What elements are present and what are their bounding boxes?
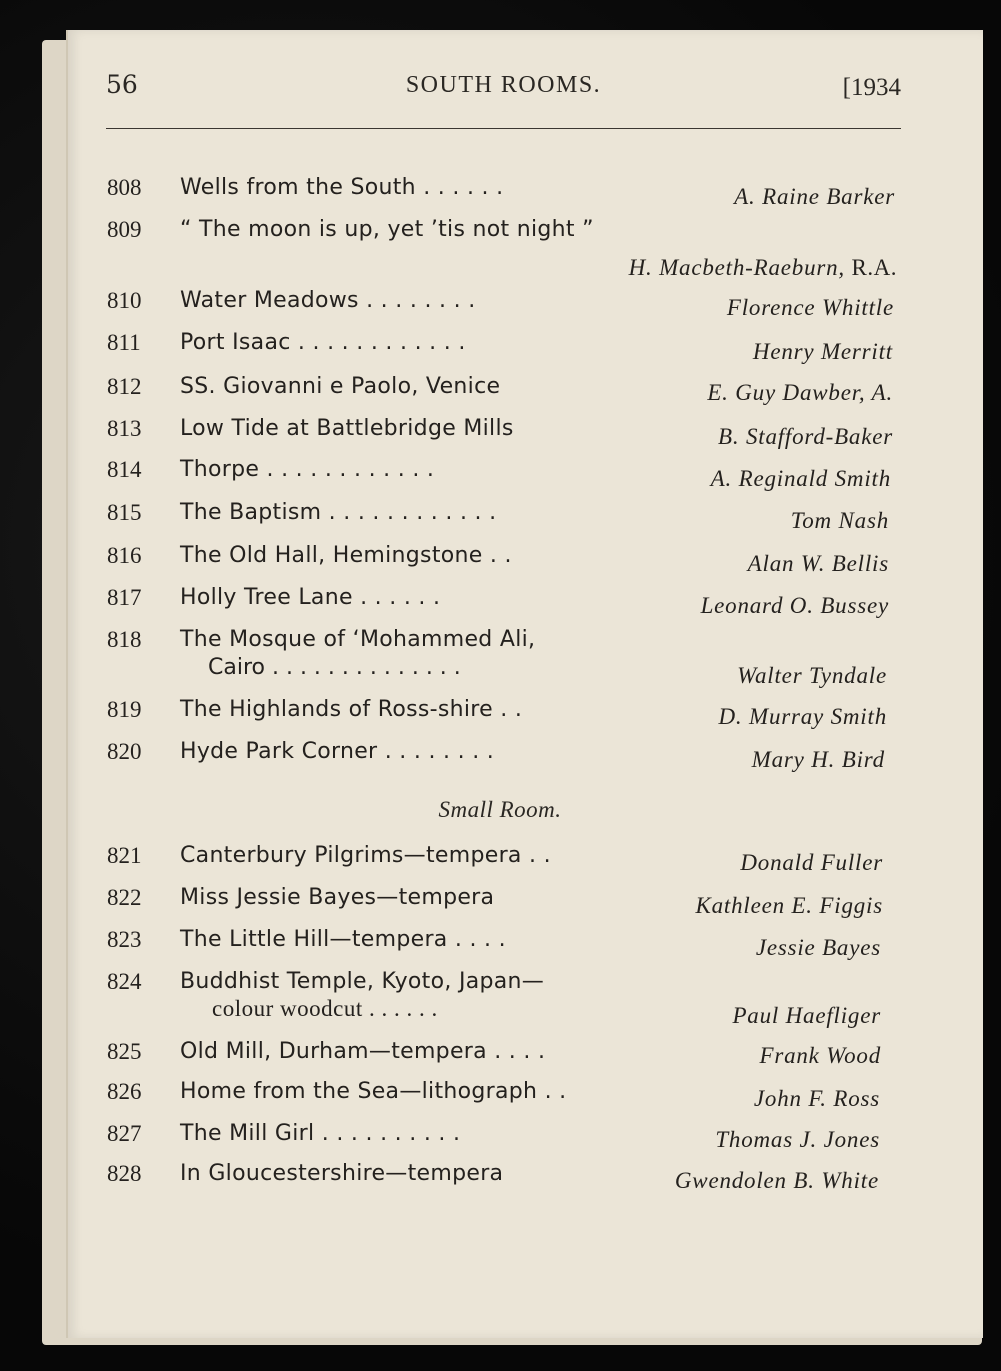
entry-number: 812	[107, 374, 142, 399]
entry-artist: Kathleen E. Figgis	[695, 893, 883, 918]
entry-number: 810	[107, 288, 142, 313]
entry-artist	[629, 255, 897, 281]
entry-title: Hyde Park Corner . . . . . . . .	[180, 739, 495, 764]
entry-artist: Frank Wood	[759, 1043, 881, 1068]
entry-title: The Highlands of Ross-shire . .	[180, 697, 523, 722]
entry-artist: E. Guy Dawber, A.	[707, 380, 893, 405]
entry-title: Buddhist Temple, Kyoto, Japan—	[180, 969, 545, 994]
artist-name: H. Macbeth-Raeburn,	[628, 255, 845, 280]
entry-title: Miss Jessie Bayes—tempera	[180, 885, 495, 910]
section-heading: Small Room.	[438, 797, 562, 822]
entry-title: The Old Hall, Hemingstone . .	[180, 543, 512, 568]
entry-title: In Gloucestershire—tempera	[180, 1161, 504, 1186]
entry-number: 809	[107, 217, 142, 242]
page-number: 56	[106, 70, 138, 99]
entry-number: 813	[107, 416, 142, 441]
entry-artist: Thomas J. Jones	[715, 1127, 880, 1152]
entry-title: The Mosque of ‘Mohammed Ali,	[180, 627, 536, 652]
entry-number: 820	[107, 739, 142, 764]
year-marker: [1934	[842, 74, 901, 101]
entry-title: Port Isaac . . . . . . . . . . . .	[180, 330, 466, 355]
entry-artist: Jessie Bayes	[755, 935, 881, 960]
entry-number: 822	[107, 885, 142, 910]
running-title: SOUTH ROOMS.	[405, 72, 602, 98]
entry-title: Holly Tree Lane . . . . . .	[180, 585, 441, 610]
entry-title-continued: colour woodcut . . . . . .	[212, 996, 438, 1021]
entry-title: “ The moon is up, yet ’tis not night ”	[180, 217, 594, 242]
entry-artist: John F. Ross	[753, 1086, 880, 1111]
entry-artist: Walter Tyndale	[737, 663, 887, 688]
entry-title: Home from the Sea—lithograph . .	[180, 1079, 567, 1104]
entry-number: 826	[107, 1079, 142, 1104]
entry-number: 823	[107, 927, 142, 952]
entry-artist: Leonard O. Bussey	[700, 593, 889, 618]
entry-title: SS. Giovanni e Paolo, Venice	[180, 374, 501, 399]
entry-artist: Alan W. Bellis	[747, 551, 889, 576]
entry-number: 811	[107, 330, 141, 355]
entry-number: 816	[107, 543, 142, 568]
entry-number: 815	[107, 500, 142, 525]
entry-artist: Henry Merritt	[752, 339, 893, 364]
entry-number: 819	[107, 697, 142, 722]
entry-number: 817	[107, 585, 142, 610]
entry-artist: Florence Whittle	[726, 295, 894, 320]
entry-title: Canterbury Pilgrims—tempera . .	[180, 843, 551, 868]
entry-artist: D. Murray Smith	[718, 704, 887, 729]
entry-artist: B. Stafford-Baker	[718, 424, 893, 449]
entry-title-continued: Cairo . . . . . . . . . . . . . .	[208, 655, 461, 680]
entry-title: Low Tide at Battlebridge Mills	[180, 416, 514, 441]
entry-title: The Baptism . . . . . . . . . . . .	[180, 500, 497, 525]
entry-title: Water Meadows . . . . . . . .	[180, 288, 476, 313]
entry-number: 825	[107, 1039, 142, 1064]
entry-number: 818	[107, 627, 142, 652]
entry-artist: Donald Fuller	[740, 850, 883, 875]
entry-number: 828	[107, 1161, 142, 1186]
artist-suffix: R.A.	[851, 255, 897, 280]
entry-artist: Gwendolen B. White	[674, 1168, 879, 1193]
entry-title: Wells from the South . . . . . .	[180, 175, 504, 200]
entry-artist: A. Raine Barker	[734, 184, 895, 209]
entry-number: 808	[107, 175, 142, 200]
entry-title: Thorpe . . . . . . . . . . . .	[180, 457, 435, 482]
entry-number: 824	[107, 969, 142, 994]
entry-number: 827	[107, 1121, 142, 1146]
entry-title: The Little Hill—tempera . . . .	[180, 927, 506, 952]
entry-artist: A. Reginald Smith	[710, 466, 891, 491]
entry-number: 821	[107, 843, 142, 868]
entry-title: Old Mill, Durham—tempera . . . .	[180, 1039, 546, 1064]
entry-artist: Paul Haefliger	[732, 1003, 881, 1028]
entry-number: 814	[107, 457, 142, 482]
entry-title: The Mill Girl . . . . . . . . . .	[180, 1121, 461, 1146]
entry-artist: Tom Nash	[790, 508, 889, 533]
entry-artist: Mary H. Bird	[751, 747, 885, 772]
